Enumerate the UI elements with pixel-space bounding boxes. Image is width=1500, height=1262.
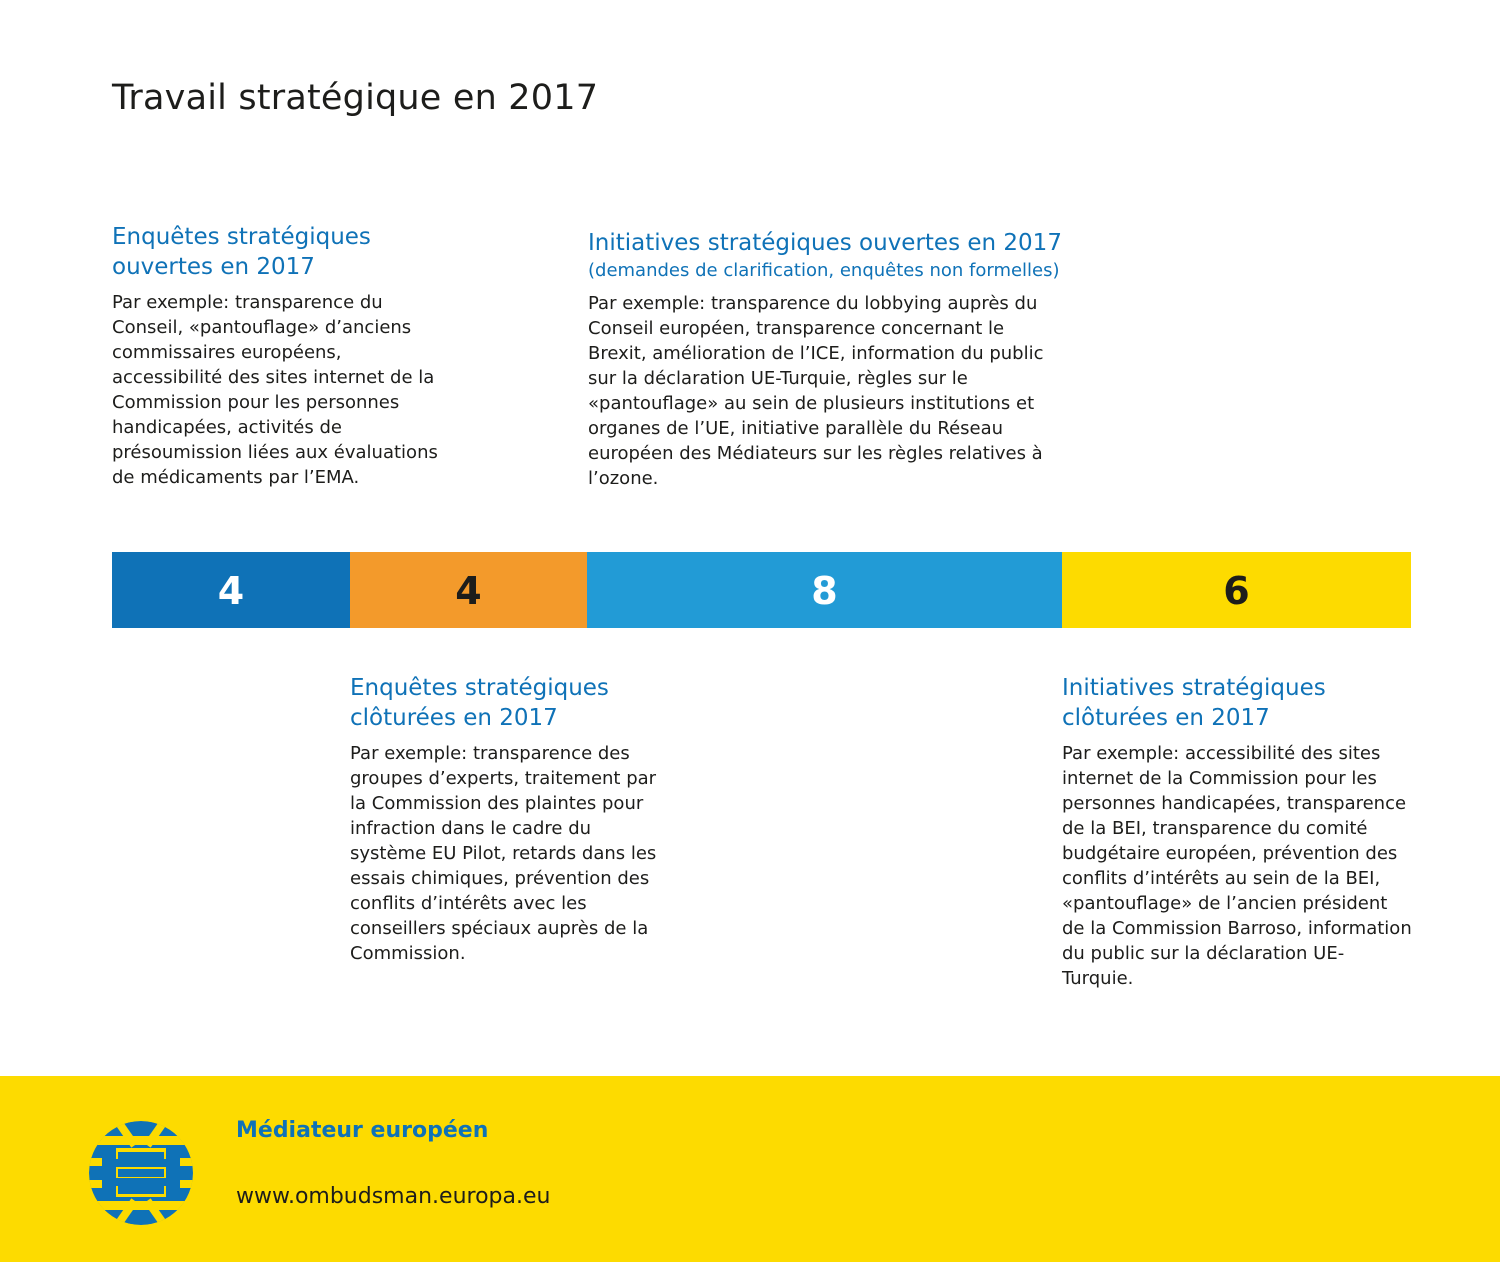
block-heading: Initiatives stratégiques ouvertes en 2017	[588, 230, 1062, 256]
block-strategic-inquiries-opened	[112, 222, 452, 490]
footer-website-link[interactable]: www.ombudsman.europa.eu	[236, 1184, 551, 1209]
block-body: Par exemple: transparence des groupes d’experts, traitement par la Commission des plaintes pour infraction dans le cadre du système EU Pilot, retards dans les essais chimiques, prévention des conflits d’intérêts avec les conseillers spéciaux auprès de la Commission.	[350, 743, 657, 964]
bar-value-label: 8	[811, 569, 838, 613]
block-strategic-initiatives-opened	[588, 228, 1063, 491]
bar-value-label: 4	[455, 569, 482, 613]
european-ombudsman-logo-icon	[88, 1120, 194, 1226]
block-subheading: (demandes de clarification, enquêtes non formelles)	[588, 260, 1060, 281]
block-heading: Initiatives stratégiques clôturées en 2017	[1062, 675, 1326, 731]
block-body: Par exemple: transparence du lobbying auprès du Conseil européen, transparence concernant le Brexit, amélioration de l’ICE, information du public sur la déclaration UE-Turquie, règles sur le «pantouflage» au sein de plusieurs institutions et organes de l’UE, initiative parallèle du Réseau européen des Médiateurs sur les règles relatives à l’ozone.	[588, 293, 1044, 489]
block-strategic-initiatives-closed	[1062, 673, 1412, 991]
footer	[0, 1076, 1500, 1262]
stacked-bar-svg	[112, 552, 1411, 628]
stacked-bar-chart	[112, 552, 1411, 628]
block-heading: Enquêtes stratégiques clôturées en 2017	[350, 675, 609, 731]
bar-value-label: 6	[1223, 569, 1250, 613]
block-heading: Enquêtes stratégiques ouvertes en 2017	[112, 224, 371, 280]
page-title: Travail stratégique en 2017	[112, 78, 599, 118]
footer-organization-name: Médiateur européen	[236, 1118, 489, 1143]
block-body: Par exemple: accessibilité des sites internet de la Commission pour les personnes handicapées, transparence de la BEI, transparence du comité budgétaire européen, prévention des conflits d’intérêts au sein de la BEI, «pantouflage» de l’ancien président de la Commission Barroso, information du public sur la déclaration UE-Turquie.	[1062, 743, 1412, 989]
block-strategic-inquiries-closed	[350, 673, 670, 966]
bar-value-label: 4	[217, 569, 245, 613]
block-body: Par exemple: transparence du Conseil, «pantouflage» d’anciens commissaires européens, accessibilité des sites internet de la Commission pour les personnes handicapées, activités de présoumission liées aux évaluations de médicaments par l’EMA.	[112, 292, 438, 488]
